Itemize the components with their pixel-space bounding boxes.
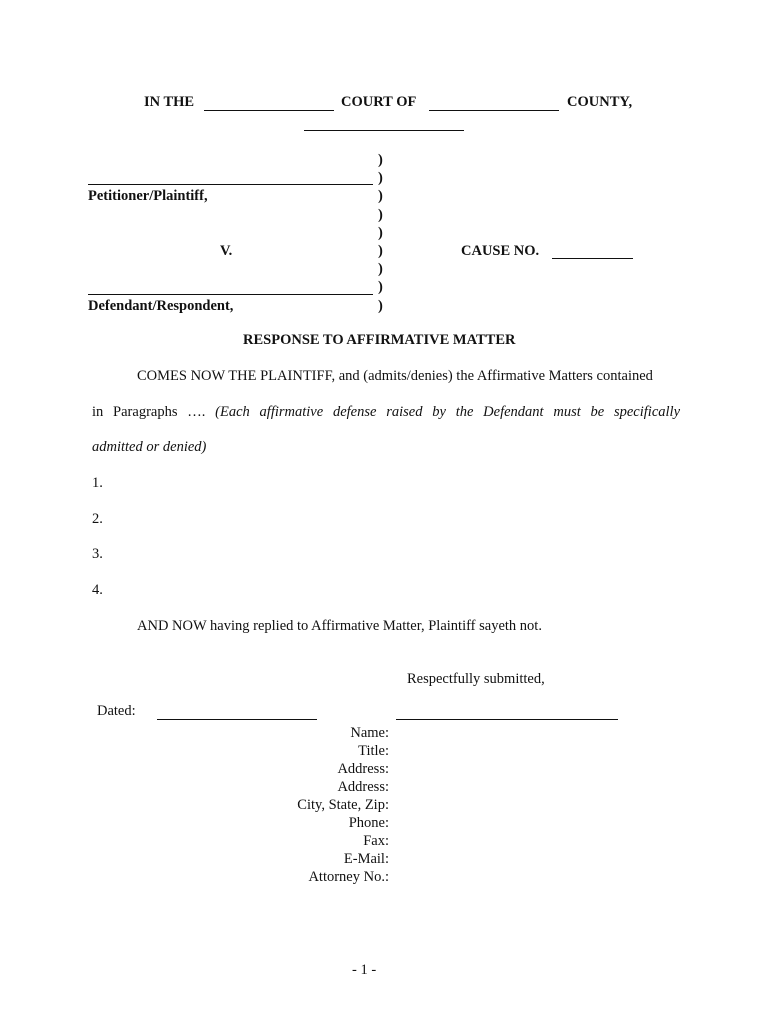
signature-blank[interactable] [396, 719, 618, 720]
signature-fields [297, 724, 389, 886]
paren: ) [378, 170, 383, 187]
city-state-zip-field-label: City, State, Zip: [297, 797, 389, 813]
phone-field-label: Phone: [348, 815, 389, 831]
closing-paragraph: AND NOW having replied to Affirmative Matter, Plaintiff sayeth not. [137, 618, 542, 634]
attorney-no-field-label: Attorney No.: [308, 869, 389, 885]
list-item: 3. [92, 546, 103, 562]
address-field-label: Address: [337, 779, 389, 795]
paren: ) [378, 188, 383, 205]
petitioner-name-blank[interactable] [88, 184, 373, 185]
cause-no-label: CAUSE NO. [461, 243, 540, 259]
paren: ) [378, 206, 383, 223]
paragraphs-prefix: in Paragraphs …. [92, 404, 206, 420]
paren: ) [378, 279, 383, 296]
fax-field-label: Fax: [363, 833, 389, 849]
document-title: RESPONSE TO AFFIRMATIVE MATTER [243, 332, 516, 348]
instruction-text: (Each affirmative defense raised by the Defendant must be specifically [215, 404, 681, 420]
list-item: 4. [92, 582, 103, 598]
in-the-label: IN THE [144, 94, 195, 110]
respectfully-submitted: Respectfully submitted, [407, 671, 545, 687]
name-field-label: Name: [350, 725, 389, 741]
title-field-label: Title: [358, 743, 389, 759]
court-of-label: COURT OF [341, 94, 417, 110]
paragraphs-line [92, 404, 680, 421]
defendant-label: Defendant/Respondent, [88, 298, 234, 314]
paren: ) [378, 224, 383, 241]
county-label: COUNTY, [567, 94, 633, 110]
list-item: 1. [92, 475, 103, 491]
defendant-name-blank[interactable] [88, 294, 373, 295]
date-blank[interactable] [157, 719, 317, 720]
caption-parentheses [378, 151, 383, 315]
address-field-label: Address: [337, 761, 389, 777]
instruction-text-continued: admitted or denied) [92, 439, 207, 455]
paren: ) [378, 242, 383, 259]
email-field-label: E-Mail: [343, 851, 389, 867]
state-blank[interactable] [304, 130, 464, 131]
paren: ) [378, 261, 383, 278]
versus-label: V. [220, 243, 233, 259]
intro-paragraph: COMES NOW THE PLAINTIFF, and (admits/denies) the Affirmative Matters contained [137, 368, 653, 384]
paren: ) [378, 152, 383, 168]
court-name-blank[interactable] [204, 110, 334, 111]
page-number: - 1 - [352, 962, 377, 978]
county-name-blank[interactable] [429, 110, 559, 111]
list-item: 2. [92, 511, 103, 527]
dated-label: Dated: [97, 703, 136, 719]
paren: ) [378, 297, 383, 314]
petitioner-label: Petitioner/Plaintiff, [88, 188, 208, 204]
cause-no-blank[interactable] [552, 258, 633, 259]
